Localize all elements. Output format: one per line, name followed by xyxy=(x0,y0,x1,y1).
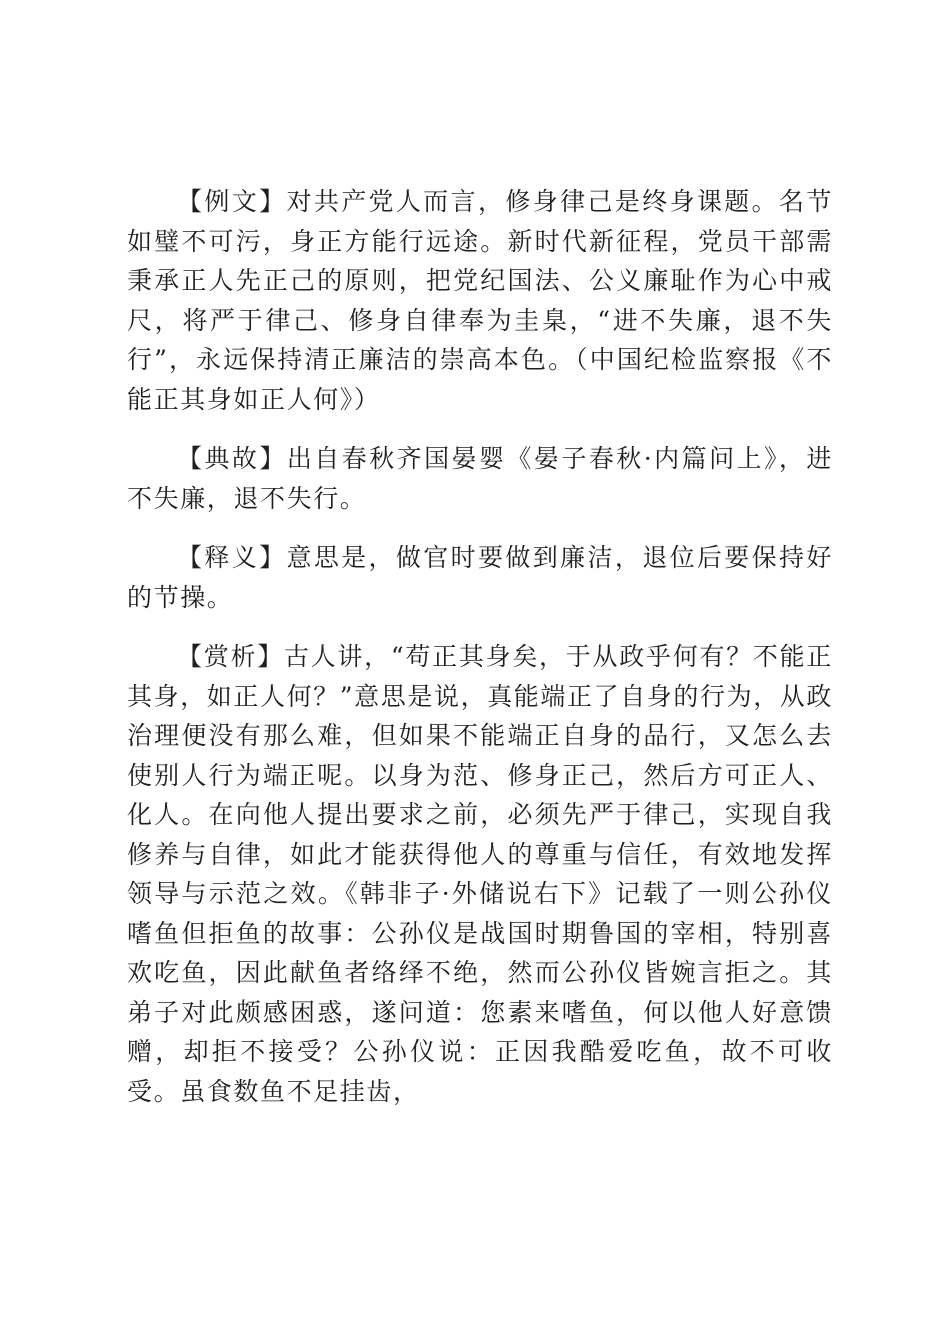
document-body xyxy=(127,182,833,1131)
paragraph-text-appreciation: 古人讲，“苟正其身矣，于从政乎何有？不能正其身，如正人何？”意思是说，真能端正了自身的行为，从政治理便没有那么难，但如果不能端正自身的品行，又怎么去使别人行为端正呢。以身为范、修身正己，然后方可正人、化人。在向他人提出要求之前，必须先严于律己，实现自我修养与自律，如此才能获得他人的尊重与信任，有效地发挥领导与示范之效。《韩非子·外储说右下》记载了一则公孙仪嗜鱼但拒鱼的故事：公孙仪是战国时期鲁国的宰相，特别喜欢吃鱼，因此献鱼者络绎不绝，然而公孙仪皆婉言拒之。其弟子对此颇感困惑，遂问道：您素来嗜鱼，何以他人好意馈赠，却拒不接受？公孙仪说：正因我酷爱吃鱼，故不可收受。虽食数鱼不足挂齿， xyxy=(127,642,833,1106)
paragraph-tag-appreciation: 【赏析】 xyxy=(177,642,284,671)
paragraph-text-meaning: 意思是，做官时要做到廉洁，退位后要保持好的节操。 xyxy=(127,543,833,612)
paragraph-tag-meaning: 【释义】 xyxy=(177,543,287,572)
paragraph-text-allusion: 出自春秋齐国晏婴《晏子春秋·内篇问上》，进不失廉，退不失行。 xyxy=(127,444,833,513)
paragraph-text-example: 对共产党人而言，修身律己是终身课题。名节如璧不可污，身正方能行远途。新时代新征程，党员干部需秉承正人先正己的原则，把党纪国法、公义廉耻作为心中戒尺，将严于律己、修身自律奉为圭臬，“进不失廉，退不失行”，永远保持清正廉洁的崇高本色。（中国纪检监察报《不能正其身如正人何》） xyxy=(127,187,833,414)
paragraph-allusion xyxy=(127,439,833,518)
paragraph-meaning xyxy=(127,538,833,617)
paragraph-tag-allusion: 【典故】 xyxy=(177,444,287,473)
paragraph-tag-example: 【例文】 xyxy=(177,187,287,216)
paragraph-appreciation xyxy=(127,637,833,1111)
paragraph-example xyxy=(127,182,833,419)
